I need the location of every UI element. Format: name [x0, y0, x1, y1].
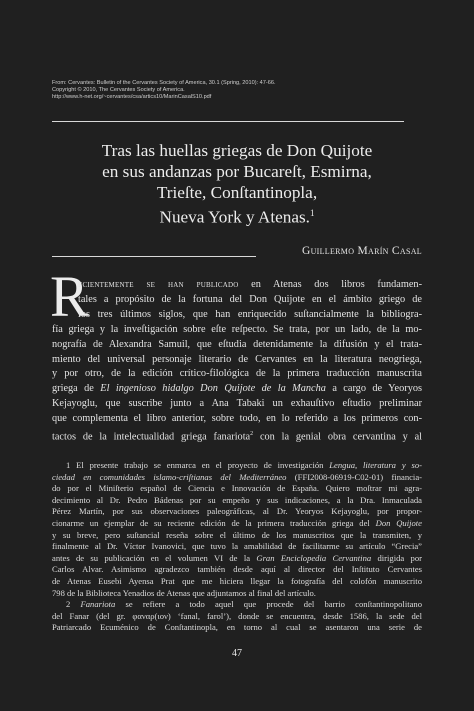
body-text — [52, 278, 422, 445]
title-line: Tras las huellas griegas de Don Quijote — [101, 141, 373, 160]
body-line — [52, 382, 422, 397]
note-line — [52, 460, 422, 472]
article-title — [52, 140, 422, 228]
body-line: Kejayoglu, que suscribe junto a Ana Tabaki un exhauſtivo eſtudio preliminar — [52, 398, 422, 410]
title-text: Nueva York y Atenas. — [159, 207, 310, 227]
author-name: Guillermo Marín Casal — [301, 245, 422, 257]
body-line — [52, 427, 422, 445]
note-line: del Fanar (del gr. φαναρ(ιον) ‘fanal, farol’), donde se encuentra, desde 1586, la sede del — [52, 610, 422, 621]
note-italic: Don Quijote — [375, 517, 422, 528]
title-line: en sus andanzas por Bucareſt, Esmirna, — [102, 162, 372, 181]
note-italic: Gran Enciclopedia Cervantina — [256, 552, 372, 563]
note-line — [52, 518, 422, 530]
body-line: nografía de Alexandra Samuil, que eſtudia detenidamente la difusión y el trata- — [52, 338, 422, 350]
body-line — [52, 278, 422, 293]
note-line: Carlos Alvar. Asimismo agradezco también desde aquí al director del Inſtituto Cervantes — [52, 564, 422, 575]
note-span: cionarme un ejemplar de su reciente edición de la primera traducción griega del — [52, 517, 376, 528]
body-span: en Atenas dos libros fundamen- — [238, 279, 422, 290]
note-line: Pérez Martín, por sus observaciones paleográficas, al Dr. Yeoryos Kejayoglu, por propor- — [52, 506, 422, 517]
body-line: los tres últimos siglos, que han enriquecido suſtancialmente la bibliogra- — [78, 308, 422, 320]
footnote-mark: 1 — [309, 208, 315, 218]
body-span: griega de — [52, 383, 101, 395]
note-line — [52, 599, 422, 611]
author-rule — [52, 256, 256, 257]
footnote-mark: 2 — [250, 431, 254, 438]
note-span: se refiere a todo aquel que procede del barrio conſtantinopolitano — [115, 599, 422, 610]
drop-cap: R — [50, 264, 89, 329]
body-span: a cargo de Yeoryos — [325, 383, 422, 395]
source-citation — [52, 80, 432, 101]
note-line: decimiento al Dr. Pedro Bádenas por su empeño y sus indicaciones, a la Dra. Inmaculada — [52, 494, 422, 505]
note-line: finalmente al Dr. Víctor Ivanovici, que tuvo la amabilidad de facilitarme su artículo “Grecia” — [52, 541, 422, 552]
top-rule — [52, 121, 404, 122]
note-line: do por el Miniſterio español de Ciencia e Innovación de España. Quiero moſtrar mi agra- — [52, 483, 422, 494]
copyright-line: Copyright © 2010, The Cervantes Society of America. — [52, 87, 185, 93]
title-line — [52, 203, 422, 228]
note-line — [52, 472, 422, 484]
note-span: dirigida por — [371, 552, 423, 563]
body-line: miento del universal personaje literario de Cervantes en la literatura neogriega, — [52, 353, 422, 365]
note-span: (FFI2008-06919-C02-01) financia- — [286, 471, 422, 482]
book-title: El ingenioso hidalgo Don Quijote de la Mancha — [100, 383, 326, 395]
body-line: y por otro, de la edición crítico-filológica de la primera traducción manuscrita — [52, 368, 422, 380]
note-span: 2 — [66, 599, 81, 610]
note-line: y su breve, pero suſtancial reseña sobre el último de los manuscritos que la transmiten, y — [52, 529, 422, 540]
body-span: con la genial obra cervantina y al — [253, 431, 423, 443]
note-line: de Atenas Eusebi Ayensa Prat que me hiciera llegar la fotografía del colofón manuscrito — [52, 575, 422, 586]
note-line — [52, 553, 422, 565]
note-span: antes de su publicación en el volumen VI de la — [52, 552, 257, 563]
page-number: 47 — [232, 648, 242, 659]
body-line: que complementa el libro anterior, sobre todo, en lo referido a los primeros con- — [52, 413, 422, 425]
note-span: 1 El presente trabajo se enmarca en el proyecto de investigación — [66, 460, 330, 470]
citation-url[interactable]: http://www.h-net.org/~cervantes/csa/artics10/MarinCasalS10.pdf — [52, 94, 212, 100]
note-italic: ciedad en comunidades islamo-criſtianas del Mediterráneo — [52, 471, 287, 482]
note-line: 798 de la Biblioteca Yenadios de Atenas que adjuntamos al final del artículo. — [52, 587, 316, 598]
note-italic: Lengua, literatura y so- — [329, 460, 422, 470]
title-line: Trieſte, Conſtantinopla, — [156, 183, 318, 202]
author-row — [52, 245, 422, 263]
body-line: fía griega y la inveſtigación sobre eſte reſpecto. Se trata, por un lado, de la mo- — [52, 323, 422, 335]
body-span: tactos de la intelectualidad griega fanariota — [52, 431, 251, 443]
body-line: tales a propósito de la fortuna del Don Quijote en el ámbito griego de — [78, 293, 422, 305]
citation-line: From: Cervantes: Bulletin of the Cervantes Society of America, 30.1 (Spring, 2010): 47-66. — [52, 80, 276, 86]
note-italic: Fanariota — [80, 599, 116, 610]
footnotes — [52, 460, 422, 634]
note-line: Patriarcado Ecuménico de Conſtantinopla, en torno al cual se asentaron una serie de — [52, 622, 422, 633]
lead-in: ecientemente se han publicado — [78, 279, 239, 290]
